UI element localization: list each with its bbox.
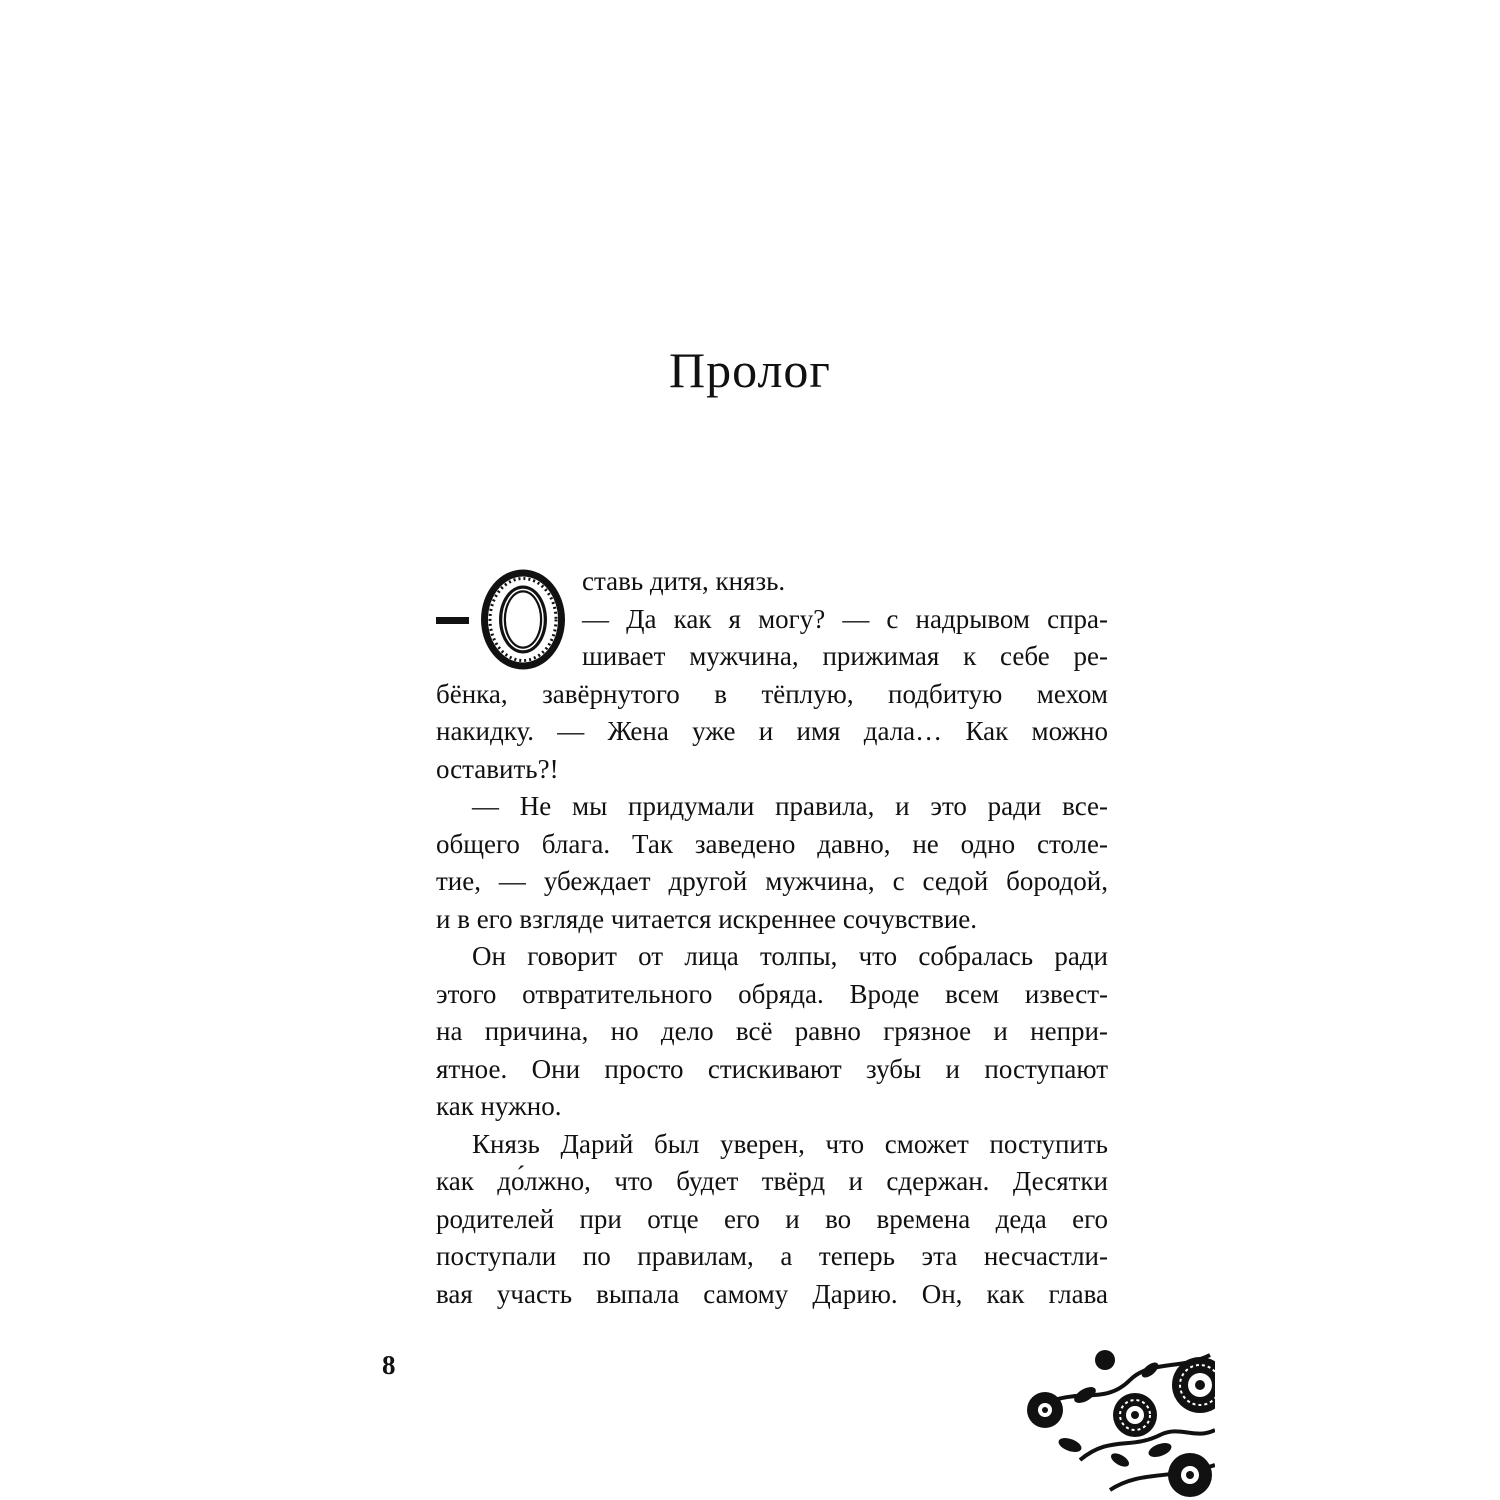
text-line: тие, — убеждает другой мужчина, с седой бородой, (436, 866, 1108, 896)
text-line: как до́лжно, что будет твёрд и сдержан. Десятки (436, 1166, 1108, 1196)
text-line: — Не мы придумали правила, и это ради все- (472, 791, 1108, 821)
text-line: на причина, но дело всё равно грязное и непри- (436, 1016, 1108, 1046)
text-line: общего блага. Так заведено давно, не одно столе- (436, 828, 1108, 859)
text-line: шивает мужчина, прижимая к себе ре- (582, 641, 1108, 671)
text-line: вая участь выпала самому Дарию. Он, как глава (436, 1278, 1108, 1309)
text-line: накидку. — Жена уже и имя дала… Как можно (436, 716, 1108, 746)
text-line: ставь дитя, князь. (582, 566, 786, 596)
text-line: Князь Дарий был уверен, что сможет поступить (472, 1128, 1108, 1159)
body-text (436, 563, 1108, 1313)
drop-cap-letter: О (522, 627, 524, 628)
text-line: ятное. Они просто стискивают зубы и поступают (436, 1053, 1108, 1084)
page-number: 8 (382, 1350, 396, 1380)
text-line: этого отвратительного обряда. Вроде всем извест- (436, 978, 1108, 1009)
text-line: и в его взгляде читается искреннее сочувствие. (436, 903, 978, 934)
text-line: как нужно. (436, 1091, 562, 1121)
text-line: бёнка, завёрнутого в тёплую, подбитую мехом (436, 678, 1108, 709)
text-line: — Да как я могу? — с надрывом спра- (582, 603, 1108, 634)
text-line: родителей при отце его и во времена деда его (436, 1203, 1108, 1234)
text-line: Он говорит от лица толпы, что собралась ради (472, 941, 1108, 971)
text-line: поступали по правилам, а теперь эта несчастли- (436, 1241, 1108, 1271)
floral-ornament-icon (1010, 1340, 1215, 1500)
chapter-title: Пролог (669, 342, 831, 398)
text-line: оставить?! (436, 753, 559, 784)
